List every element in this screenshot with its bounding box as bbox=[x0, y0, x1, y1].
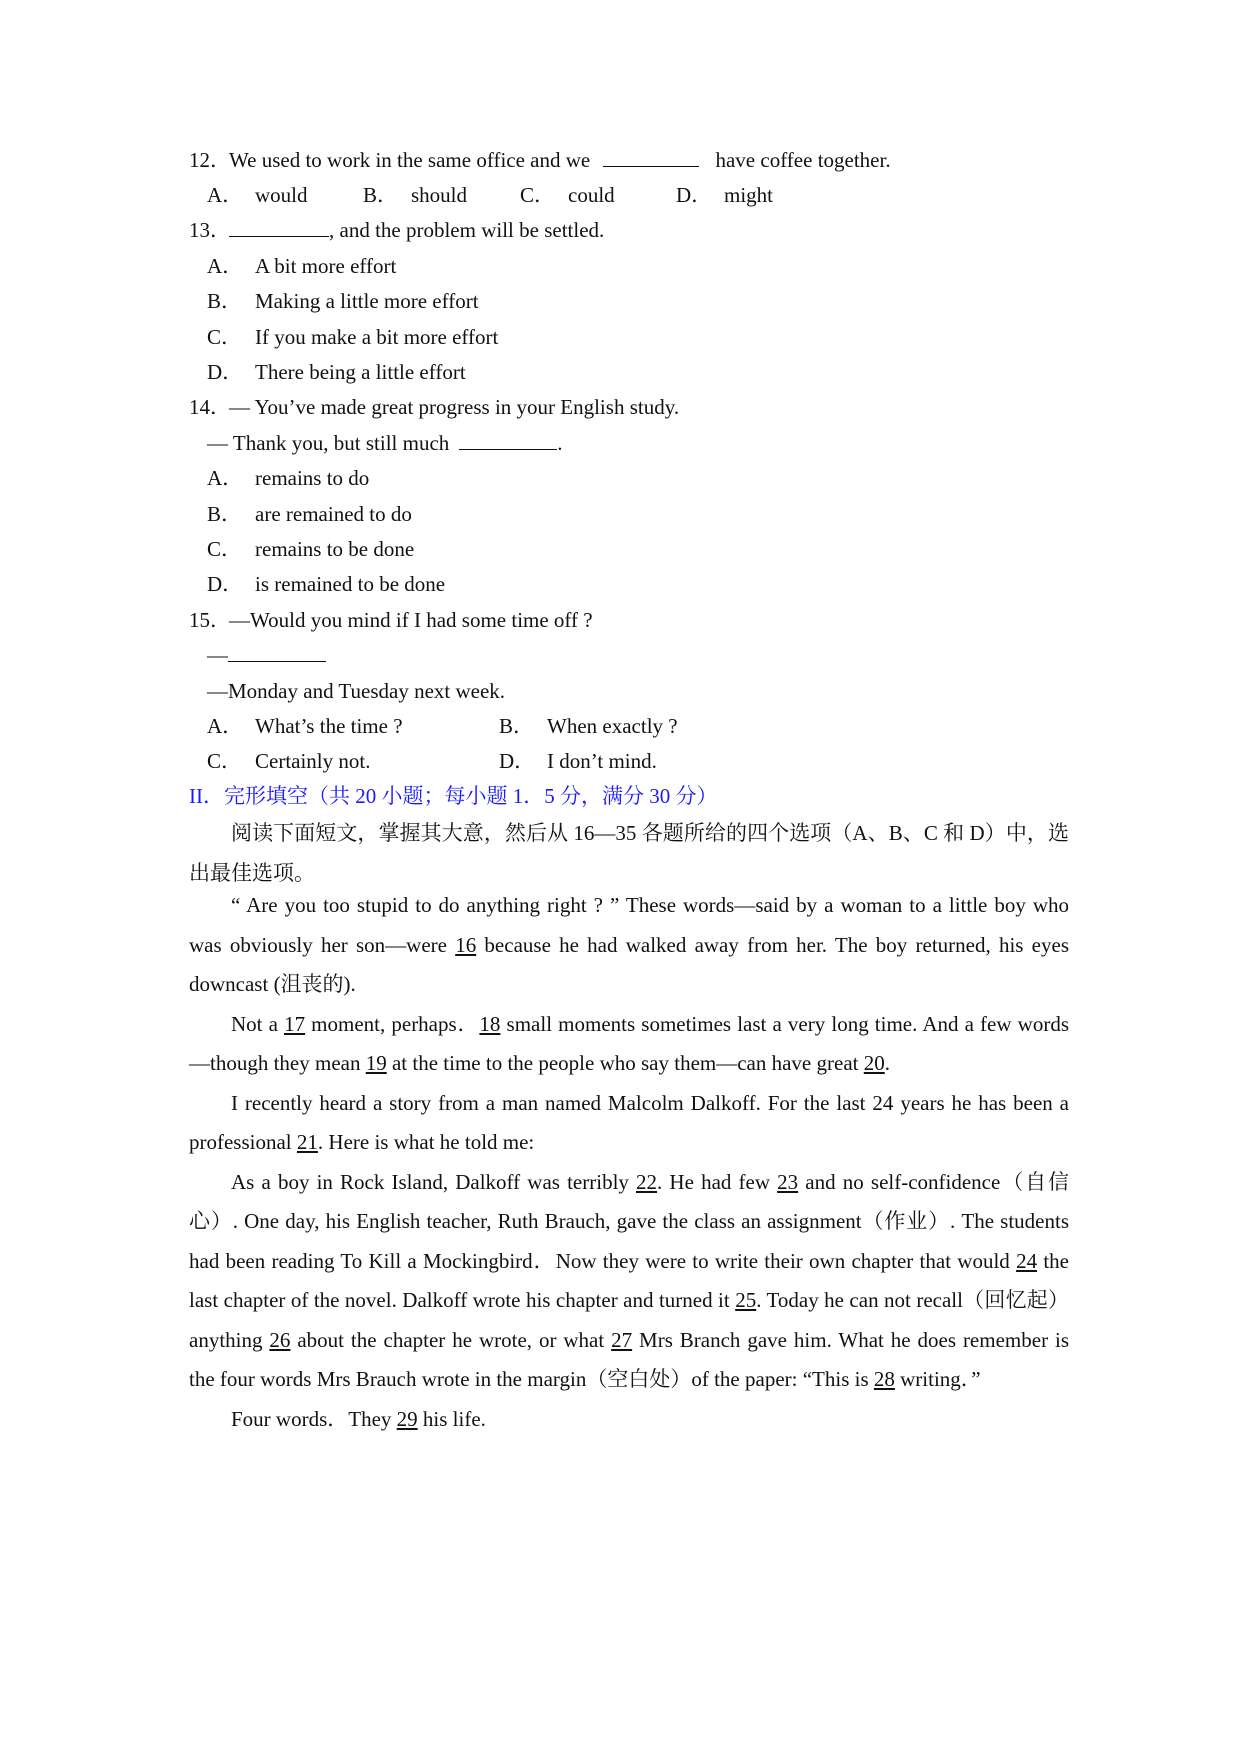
cloze-blank: 23 bbox=[777, 1169, 799, 1194]
question-stem-end: have coffee together. bbox=[715, 148, 891, 172]
question-stem: We used to work in the same office and we bbox=[229, 148, 591, 172]
question-number: 12． bbox=[189, 148, 231, 172]
cloze-blank: 21 bbox=[296, 1130, 318, 1154]
answer-blank bbox=[228, 643, 326, 662]
option-d: D． might bbox=[676, 183, 774, 207]
cloze-blank: 27 bbox=[611, 1327, 633, 1352]
option-a: A． remains to do bbox=[207, 466, 370, 490]
option-c: C． remains to be done bbox=[207, 537, 415, 561]
question-stem: —Would you mind if I had some time off ? bbox=[229, 608, 593, 632]
option-a: A． would bbox=[207, 183, 308, 207]
cloze-blank: 29 bbox=[396, 1406, 418, 1431]
cloze-blank: 28 bbox=[873, 1367, 895, 1391]
passage-paragraph-4: As a boy in Rock Island, Dalkoff was terribly 22. He had few 23 and no self-confidence（自信心）. One day, his English teacher, Ruth Brauch, gave the class an assignment（作业）. The students had been reading To Kill a Mockingbird．Now they were to write their own chapter that would 24 the last chapter of the novel. Dalkoff wrote his chapter and turned it 25. Today he can not recall（回忆起）anything 26 about the chapter he wrote, or what 27 Mrs Branch gave him. What he does remember is the four words Mrs Brauch wrote in the margin（空白处）of the paper: “This is 28 writing．” bbox=[189, 1169, 1070, 1391]
question-14 bbox=[189, 395, 679, 419]
question-12 bbox=[189, 148, 891, 172]
cloze-blank: 18 bbox=[479, 1011, 501, 1036]
question-15 bbox=[189, 608, 593, 632]
cloze-blank: 25 bbox=[735, 1288, 757, 1312]
cloze-blank: 17 bbox=[284, 1011, 306, 1036]
option-c: C． If you make a bit more effort bbox=[207, 325, 499, 349]
section-instruction: 阅读下面短文，掌握其大意，然后从 16—35 各题所给的四个选项（A、B、C 和 D）中，选出最佳选项。 bbox=[189, 821, 1069, 885]
option-d: D． is remained to be done bbox=[207, 572, 446, 596]
option-b: B． Making a little more effort bbox=[207, 289, 479, 313]
answer-blank bbox=[459, 431, 557, 450]
option-d: D． There being a little effort bbox=[207, 360, 466, 384]
section-heading: II．完形填空（共 20 小题；每小题 1．5 分，满分 30 分） bbox=[189, 784, 718, 808]
option-c: C． Certainly not. bbox=[207, 749, 371, 773]
passage-paragraph-3: I recently heard a story from a man named Malcolm Dalkoff. For the last 24 years he has been a professional 21. Here is what he told me: bbox=[189, 1090, 1069, 1154]
option-b: B． should bbox=[363, 183, 468, 207]
cloze-blank: 19 bbox=[365, 1051, 387, 1075]
question-14-reply: — Thank you, but still much . bbox=[207, 431, 563, 455]
question-stem: — You’ve made great progress in your English study. bbox=[229, 395, 680, 419]
cloze-blank: 20 bbox=[863, 1051, 885, 1075]
question-stem: , and the problem will be settled. bbox=[329, 218, 605, 242]
option-b: B． When exactly ? bbox=[499, 714, 678, 738]
cloze-blank: 24 bbox=[1016, 1248, 1038, 1273]
passage-paragraph-5: Four words．They 29 his life. bbox=[231, 1406, 486, 1431]
cloze-passage bbox=[189, 886, 1069, 1439]
option-a: A． A bit more effort bbox=[207, 254, 397, 278]
passage-paragraph-1: “ Are you too stupid to do anything right ? ” These words—said by a woman to a little boy who was obviously her son—were 16 because he had walked away from her. The boy returned, his eyes downcast (沮丧的). bbox=[189, 893, 1069, 996]
answer-blank bbox=[229, 218, 329, 237]
option-c: C． could bbox=[520, 183, 615, 207]
answer-blank bbox=[603, 148, 699, 167]
question-15-reply: — bbox=[207, 643, 326, 667]
question-13 bbox=[189, 218, 604, 242]
cloze-blank: 26 bbox=[269, 1327, 291, 1352]
cloze-blank: 22 bbox=[636, 1169, 658, 1194]
option-d: D． I don’t mind. bbox=[499, 749, 657, 773]
cloze-blank: 16 bbox=[455, 932, 477, 957]
option-b: B． are remained to do bbox=[207, 502, 412, 526]
question-number: 15． bbox=[189, 608, 231, 632]
passage-paragraph-2: Not a 17 moment, perhaps．18 small moments sometimes last a very long time. And a few words—though they mean 19 at the time to the people who say them—can have great 20. bbox=[189, 1011, 1069, 1075]
question-number: 13． bbox=[189, 218, 231, 242]
option-a: A． What’s the time ? bbox=[207, 714, 403, 738]
question-number: 14． bbox=[189, 395, 231, 419]
question-15-response: —Monday and Tuesday next week. bbox=[207, 679, 506, 703]
